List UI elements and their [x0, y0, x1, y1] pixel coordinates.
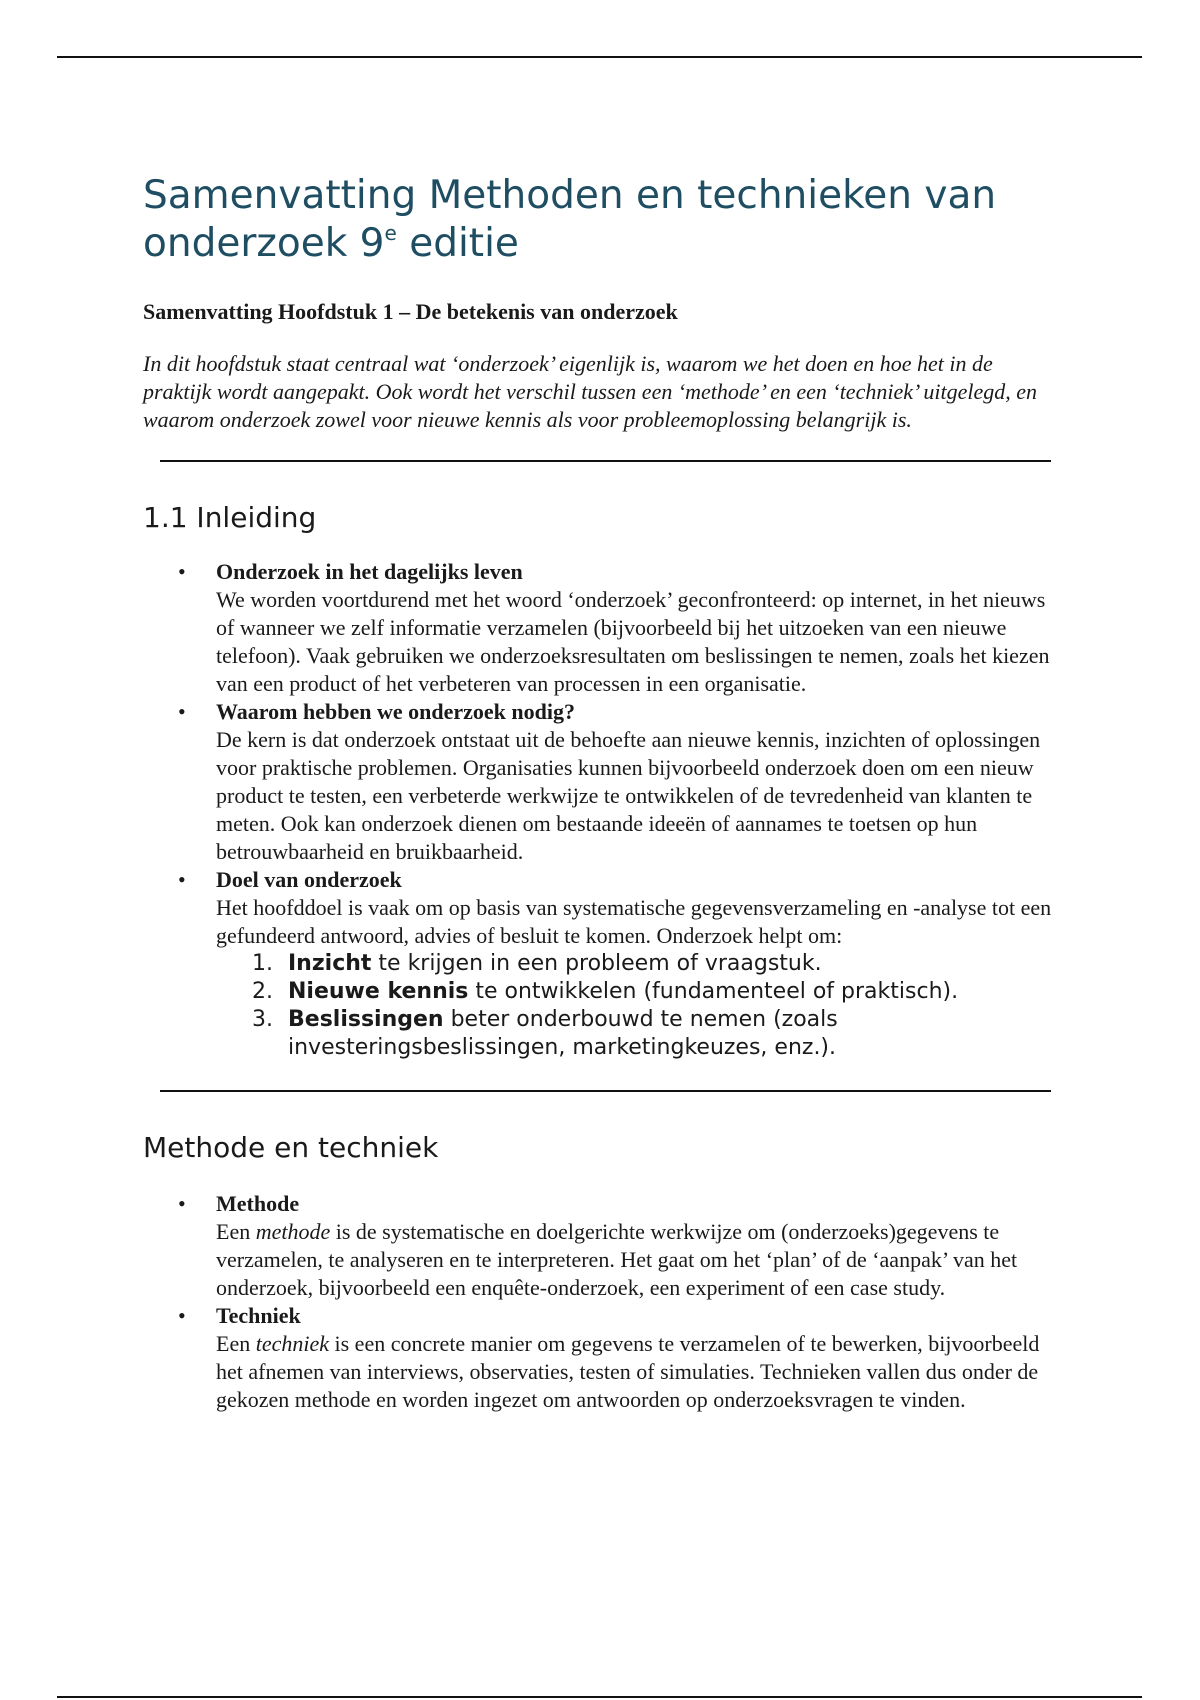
- numbered-item-text: te krijgen in een probleem of vraagstuk.: [371, 951, 822, 976]
- numbered-item-text: beter onderbouwd te nemen (zoals investeringsbeslissingen, marketingkeuzes, enz.).: [288, 1007, 838, 1060]
- bullet-icon: •: [178, 559, 186, 584]
- list-item-title: Onderzoek in het dagelijks leven: [216, 559, 523, 584]
- item-number: 2.: [252, 979, 273, 1004]
- chapter-intro: In dit hoofdstuk staat centraal wat ‘onderzoek’ eigenlijk is, waarom we het doen en hoe het in de praktijk wordt aangepakt. Ook wordt het verschil tussen een ‘methode’ en een ‘techniek’ uitgelegd, en waarom onderzoek zowel voor nieuwe kennis als voor probleemoplossing belangrijk is.: [143, 351, 1037, 432]
- item-number: 3.: [252, 1007, 273, 1032]
- item-number: 1.: [252, 951, 273, 976]
- inleiding-list: [143, 558, 1063, 1062]
- list-item-title: Methode: [216, 1191, 300, 1216]
- numbered-item: [252, 950, 1063, 978]
- section-divider: [160, 460, 1051, 462]
- list-item-body: Het hoofddoel is vaak om op basis van systematische gegevensverzameling en -analyse tot een gefundeerd antwoord, advies of besluit te komen. Onderzoek helpt om:: [216, 895, 1052, 948]
- chapter-heading: Samenvatting Hoofdstuk 1 – De betekenis van onderzoek: [143, 299, 678, 324]
- list-item-body: Een methode is de systematische en doelgerichte werkwijze om (onderzoeks)gegevens te verzamelen, te analyseren en te interpreteren. Het gaat om het ‘plan’ of de ‘aanpak’ van het onderzoek, bijvoorbeeld een enquête-onderzoek, een experiment of een case study.: [216, 1219, 1018, 1300]
- list-item: [178, 558, 1063, 698]
- section-divider: [160, 1090, 1051, 1092]
- document-title: Samenvatting Methoden en technieken van onderzoek 9e editie: [143, 173, 997, 266]
- numbered-item-bold: Inzicht: [288, 951, 372, 976]
- list-item-body: Een techniek is een concrete manier om gegevens te verzamelen of te bewerken, bijvoorbeeld het afnemen van interviews, observaties, testen of simulaties. Technieken vallen dus onder de gekozen methode en worden ingezet om antwoorden op onderzoeksvragen te vinden.: [216, 1331, 1040, 1412]
- list-item-title: Techniek: [216, 1303, 301, 1328]
- numbered-item-bold: Nieuwe kennis: [288, 979, 469, 1004]
- bullet-icon: •: [178, 1303, 186, 1328]
- numbered-list: [216, 950, 1063, 1062]
- page-bottom-rule: [57, 1696, 1142, 1698]
- numbered-item-bold: Beslissingen: [288, 1007, 444, 1032]
- list-item-title: Waarom hebben we onderzoek nodig?: [216, 699, 575, 724]
- methode-techniek-list: [143, 1190, 1063, 1414]
- list-item-body: We worden voortdurend met het woord ‘onderzoek’ geconfronteerd: op internet, in het nieuws of wanneer we zelf informatie verzamelen (bijvoorbeeld bij het uitzoeken van een nieuwe telefoon). Vaak gebruiken we onderzoeksresultaten om beslissingen te nemen, zoals het kiezen van een product of het verbeteren van processen in een organisatie.: [216, 587, 1050, 696]
- list-item-body: De kern is dat onderzoek ontstaat uit de behoefte aan nieuwe kennis, inzichten of oplossingen voor praktische problemen. Organisaties kunnen bijvoorbeeld onderzoek doen om een nieuw product te testen, een verbeterde werkwijze te ontwikkelen of de tevredenheid van klanten te meten. Ook kan onderzoek dienen om bestaande ideeën of aannames te toetsen op hun betrouwbaarheid en bruikbaarheid.: [216, 727, 1041, 864]
- bullet-icon: •: [178, 1191, 186, 1216]
- bullet-icon: •: [178, 867, 186, 892]
- section-heading-methode-techniek: Methode en techniek: [143, 1131, 439, 1164]
- list-item: [178, 698, 1063, 866]
- list-item-title: Doel van onderzoek: [216, 867, 402, 892]
- bullet-icon: •: [178, 699, 186, 724]
- list-item: [178, 866, 1063, 1062]
- numbered-item: [252, 978, 1063, 1006]
- document-body: [143, 172, 1063, 1414]
- numbered-item: [252, 1006, 1063, 1062]
- list-item: [178, 1190, 1063, 1302]
- section-heading-inleiding: 1.1 Inleiding: [143, 501, 317, 534]
- list-item: [178, 1302, 1063, 1414]
- numbered-item-text: te ontwikkelen (fundamenteel of praktisch).: [468, 979, 959, 1004]
- page-top-rule: [57, 56, 1142, 58]
